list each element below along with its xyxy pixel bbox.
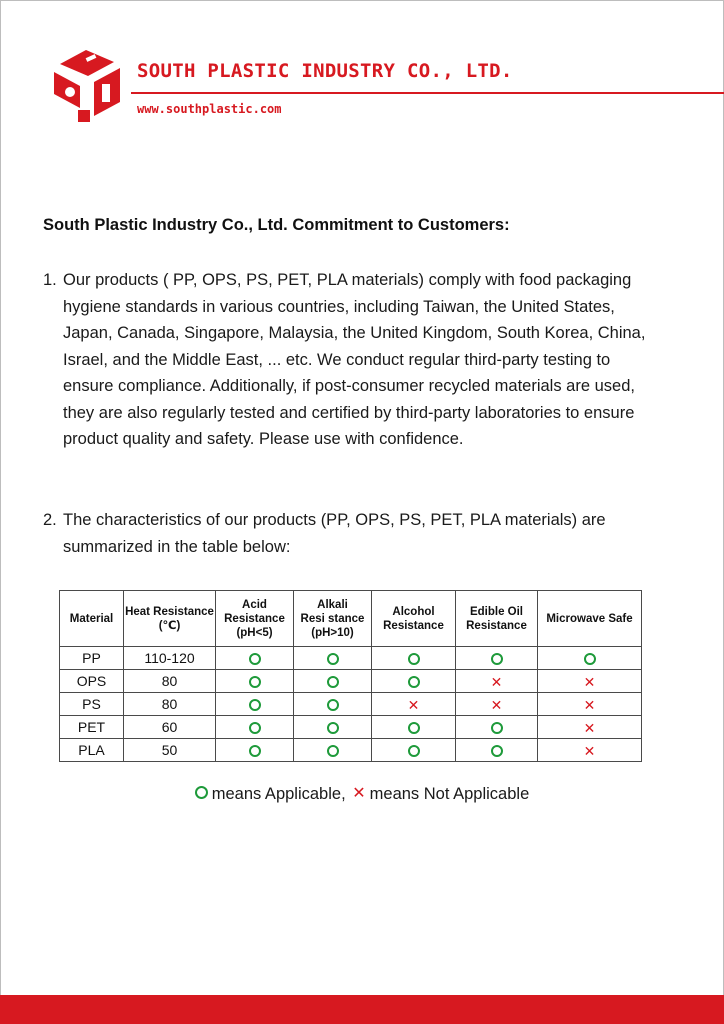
alcohol-cell [372,647,456,670]
item-text-line: Our products ( PP, OPS, PS, PET, PLA materials) comply with food packaging [63,271,632,289]
oil-cell [456,693,538,716]
not-applicable-cross-icon: ✕ [583,720,596,737]
heat-resistance-cell: 110-120 [124,647,216,670]
material-cell: PET [60,716,124,739]
alcohol-cell [372,693,456,716]
company-website: www.southplastic.com [137,102,282,116]
heat-resistance-cell: 60 [124,716,216,739]
applicable-circle-icon [249,722,261,734]
applicable-circle-icon [408,676,420,688]
header-material: Material [60,591,124,647]
not-applicable-cross-icon: ✕ [407,697,420,714]
material-characteristics-table [59,590,642,762]
applicable-circle-icon [408,745,420,757]
applicable-circle-icon [195,786,208,799]
material-cell: PP [60,647,124,670]
applicable-circle-icon [327,699,339,711]
alcohol-cell [372,670,456,693]
table-legend [0,785,724,804]
alkali-cell [294,716,372,739]
header-divider [131,92,724,94]
item-number: 1. [43,271,57,289]
legend-not-applicable-text: means Not Applicable [369,785,530,803]
item-text-line: they are also regularly tested and certified by third-party laboratories to ensure [63,403,635,422]
commitment-item-1 [43,267,683,453]
header-alcohol-resistance: Alcohol Resistance [372,591,456,647]
not-applicable-cross-icon: ✕ [583,674,596,691]
alkali-cell [294,647,372,670]
header-microwave-safe: Microwave Safe [538,591,642,647]
table-row [60,647,642,670]
not-applicable-cross-icon: ✕ [490,674,503,691]
applicable-circle-icon [249,699,261,711]
material-cell: PLA [60,739,124,762]
table-row [60,716,642,739]
company-name: SOUTH PLASTIC INDUSTRY CO., LTD. [137,60,513,82]
not-applicable-cross-icon: ✕ [352,784,366,802]
acid-cell [216,716,294,739]
heat-resistance-cell: 80 [124,670,216,693]
microwave-cell [538,693,642,716]
legend-applicable-text: means Applicable, [211,785,346,803]
header-acid-resistance: Acid Resistance (pH<5) [216,591,294,647]
applicable-circle-icon [249,745,261,757]
not-applicable-cross-icon: ✕ [583,697,596,714]
acid-cell [216,739,294,762]
applicable-circle-icon [249,653,261,665]
page-frame-left [0,0,1,995]
applicable-circle-icon [249,676,261,688]
item-text-line: product quality and safety. Please use with confidence. [63,430,464,448]
footer-bar [0,995,724,1024]
alkali-cell [294,693,372,716]
table-row [60,739,642,762]
applicable-circle-icon [408,653,420,665]
commitment-item-2 [43,507,683,560]
alkali-cell [294,670,372,693]
acid-cell [216,693,294,716]
microwave-cell [538,716,642,739]
page-heading: South Plastic Industry Co., Ltd. Commitment to Customers: [43,216,510,234]
oil-cell [456,647,538,670]
microwave-cell [538,647,642,670]
item-text-line: Israel, and the Middle East, ... etc. We conduct regular third-party testing to [63,350,611,369]
item-text-line: ensure compliance. Additionally, if post-consumer recycled materials are used, [63,377,635,395]
not-applicable-cross-icon: ✕ [583,743,596,760]
company-logo-icon [50,48,124,124]
header-alkali-resistance: Alkali Resi stance (pH>10) [294,591,372,647]
applicable-circle-icon [327,653,339,665]
oil-cell [456,739,538,762]
header-heat-resistance: Heat Resistance (℃) [124,591,216,647]
material-cell: PS [60,693,124,716]
acid-cell [216,670,294,693]
item-text-line: summarized in the table below: [63,537,291,556]
item-text-line: Japan, Canada, Singapore, Malaysia, the United Kingdom, South Korea, China, [63,324,646,342]
applicable-circle-icon [408,722,420,734]
alcohol-cell [372,739,456,762]
alcohol-cell [372,716,456,739]
applicable-circle-icon [491,745,503,757]
applicable-circle-icon [491,653,503,665]
page-frame-top [0,0,724,1]
oil-cell [456,670,538,693]
applicable-circle-icon [327,745,339,757]
microwave-cell [538,670,642,693]
heat-resistance-cell: 50 [124,739,216,762]
applicable-circle-icon [584,653,596,665]
item-text-line: hygiene standards in various countries, including Taiwan, the United States, [63,297,615,316]
applicable-circle-icon [327,676,339,688]
item-number: 2. [43,511,57,529]
microwave-cell [538,739,642,762]
not-applicable-cross-icon: ✕ [490,697,503,714]
heat-resistance-cell: 80 [124,693,216,716]
alkali-cell [294,739,372,762]
oil-cell [456,716,538,739]
table-header-row [60,591,642,647]
header-edible-oil-resistance: Edible Oil Resistance [456,591,538,647]
acid-cell [216,647,294,670]
table-row [60,693,642,716]
table-row [60,670,642,693]
applicable-circle-icon [327,722,339,734]
applicable-circle-icon [491,722,503,734]
material-cell: OPS [60,670,124,693]
item-text-line: The characteristics of our products (PP, OPS, PS, PET, PLA materials) are [63,511,606,529]
